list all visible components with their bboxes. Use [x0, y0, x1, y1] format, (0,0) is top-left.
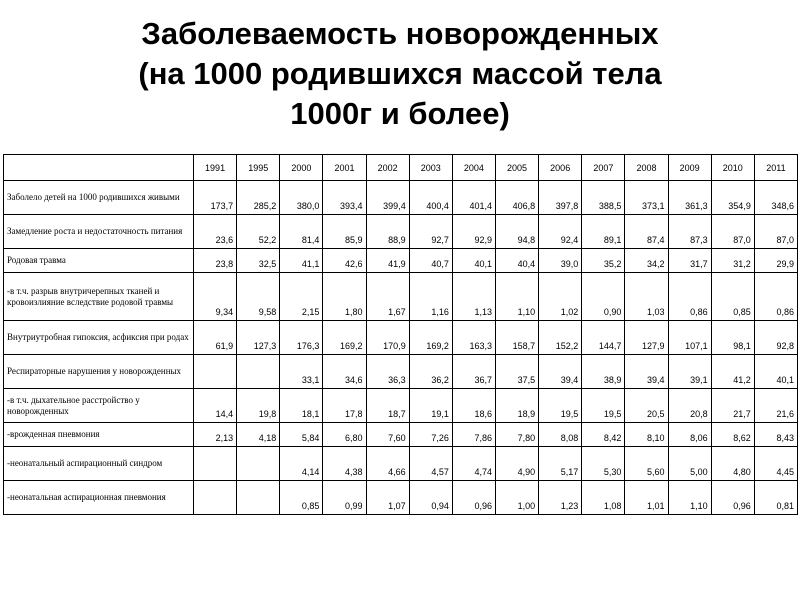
value-cell: 88,9 — [366, 215, 409, 249]
value-cell: 1,08 — [582, 481, 625, 515]
row-label: Внутриутробная гипоксия, асфиксия при родах — [4, 321, 194, 355]
value-cell: 400,4 — [409, 181, 452, 215]
year-header: 2010 — [711, 155, 754, 181]
value-cell: 14,4 — [194, 389, 237, 423]
value-cell: 1,01 — [625, 481, 668, 515]
value-cell: 21,7 — [711, 389, 754, 423]
value-cell — [194, 481, 237, 515]
value-cell: 169,2 — [409, 321, 452, 355]
year-header: 2009 — [668, 155, 711, 181]
year-header: 2002 — [366, 155, 409, 181]
value-cell — [194, 355, 237, 389]
value-cell: 4,80 — [711, 447, 754, 481]
value-cell: 92,9 — [452, 215, 495, 249]
value-cell: 4,66 — [366, 447, 409, 481]
value-cell: 39,0 — [539, 249, 582, 273]
value-cell: 393,4 — [323, 181, 366, 215]
value-cell — [194, 447, 237, 481]
value-cell: 8,62 — [711, 423, 754, 447]
year-header: 2006 — [539, 155, 582, 181]
table-row — [4, 447, 798, 481]
table-row — [4, 215, 798, 249]
value-cell: 4,38 — [323, 447, 366, 481]
value-cell: 36,2 — [409, 355, 452, 389]
value-cell: 1,00 — [495, 481, 538, 515]
row-label: Родовая травма — [4, 249, 194, 273]
value-cell: 89,1 — [582, 215, 625, 249]
value-cell: 401,4 — [452, 181, 495, 215]
value-cell: 6,80 — [323, 423, 366, 447]
value-cell: 0,85 — [711, 273, 754, 321]
value-cell: 285,2 — [237, 181, 280, 215]
table-header-row — [4, 155, 798, 181]
value-cell: 5,84 — [280, 423, 323, 447]
value-cell: 87,4 — [625, 215, 668, 249]
value-cell — [237, 481, 280, 515]
value-cell: 40,7 — [409, 249, 452, 273]
row-label: Заболело детей на 1000 родившихся живыми — [4, 181, 194, 215]
table-row — [4, 423, 798, 447]
table-row — [4, 389, 798, 423]
value-cell — [237, 447, 280, 481]
value-cell: 1,16 — [409, 273, 452, 321]
value-cell: 2,13 — [194, 423, 237, 447]
value-cell: 1,10 — [495, 273, 538, 321]
table-row — [4, 181, 798, 215]
value-cell: 152,2 — [539, 321, 582, 355]
value-cell: 40,1 — [452, 249, 495, 273]
value-cell: 98,1 — [711, 321, 754, 355]
row-label: -врожденная пневмония — [4, 423, 194, 447]
page-title — [0, 14, 800, 134]
value-cell: 8,08 — [539, 423, 582, 447]
year-header: 2003 — [409, 155, 452, 181]
value-cell: 38,9 — [582, 355, 625, 389]
value-cell: 4,74 — [452, 447, 495, 481]
value-cell: 4,18 — [237, 423, 280, 447]
value-cell: 7,60 — [366, 423, 409, 447]
value-cell: 0,90 — [582, 273, 625, 321]
value-cell: 18,9 — [495, 389, 538, 423]
value-cell: 81,4 — [280, 215, 323, 249]
year-header: 2004 — [452, 155, 495, 181]
value-cell: 8,06 — [668, 423, 711, 447]
value-cell: 0,81 — [754, 481, 797, 515]
year-header: 2001 — [323, 155, 366, 181]
value-cell: 92,8 — [754, 321, 797, 355]
value-cell: 4,57 — [409, 447, 452, 481]
value-cell: 34,6 — [323, 355, 366, 389]
value-cell: 7,26 — [409, 423, 452, 447]
value-cell: 19,1 — [409, 389, 452, 423]
value-cell: 19,8 — [237, 389, 280, 423]
value-cell: 397,8 — [539, 181, 582, 215]
value-cell: 144,7 — [582, 321, 625, 355]
row-label: -в т.ч. разрыв внутричерепных тканей и кровоизлияние вследствие родовой травмы — [4, 273, 194, 321]
value-cell: 41,9 — [366, 249, 409, 273]
value-cell: 1,10 — [668, 481, 711, 515]
title-line-3: 1000г и более) — [290, 96, 510, 131]
value-cell: 5,00 — [668, 447, 711, 481]
value-cell: 23,6 — [194, 215, 237, 249]
value-cell: 354,9 — [711, 181, 754, 215]
title-line-1: Заболеваемость новорожденных — [141, 16, 659, 51]
value-cell: 36,7 — [452, 355, 495, 389]
value-cell: 0,99 — [323, 481, 366, 515]
value-cell: 1,67 — [366, 273, 409, 321]
year-header: 1995 — [237, 155, 280, 181]
table-row — [4, 321, 798, 355]
value-cell: 169,2 — [323, 321, 366, 355]
morbidity-table — [3, 154, 798, 515]
value-cell — [237, 355, 280, 389]
value-cell: 94,8 — [495, 215, 538, 249]
value-cell: 4,90 — [495, 447, 538, 481]
value-cell: 19,5 — [539, 389, 582, 423]
row-label: -неонатальный аспирационный синдром — [4, 447, 194, 481]
value-cell: 20,8 — [668, 389, 711, 423]
value-cell: 1,23 — [539, 481, 582, 515]
value-cell: 170,9 — [366, 321, 409, 355]
row-label: -в т.ч. дыхательное расстройство у новорожденных — [4, 389, 194, 423]
value-cell: 85,9 — [323, 215, 366, 249]
year-header: 2007 — [582, 155, 625, 181]
row-label: -неонатальная аспирационная пневмония — [4, 481, 194, 515]
value-cell: 176,3 — [280, 321, 323, 355]
value-cell: 18,7 — [366, 389, 409, 423]
value-cell: 52,2 — [237, 215, 280, 249]
value-cell: 17,8 — [323, 389, 366, 423]
table-row — [4, 481, 798, 515]
value-cell: 1,07 — [366, 481, 409, 515]
value-cell: 107,1 — [668, 321, 711, 355]
value-cell: 8,42 — [582, 423, 625, 447]
value-cell: 20,5 — [625, 389, 668, 423]
value-cell: 348,6 — [754, 181, 797, 215]
year-header: 2000 — [280, 155, 323, 181]
value-cell: 29,9 — [754, 249, 797, 273]
value-cell: 1,03 — [625, 273, 668, 321]
table-row — [4, 249, 798, 273]
value-cell: 34,2 — [625, 249, 668, 273]
year-header: 1991 — [194, 155, 237, 181]
value-cell: 7,80 — [495, 423, 538, 447]
value-cell: 127,9 — [625, 321, 668, 355]
value-cell: 61,9 — [194, 321, 237, 355]
value-cell: 41,1 — [280, 249, 323, 273]
value-cell: 4,45 — [754, 447, 797, 481]
value-cell: 4,14 — [280, 447, 323, 481]
value-cell: 8,10 — [625, 423, 668, 447]
value-cell: 399,4 — [366, 181, 409, 215]
value-cell: 5,60 — [625, 447, 668, 481]
value-cell: 1,80 — [323, 273, 366, 321]
value-cell: 37,5 — [495, 355, 538, 389]
value-cell: 5,17 — [539, 447, 582, 481]
value-cell: 33,1 — [280, 355, 323, 389]
value-cell: 8,43 — [754, 423, 797, 447]
title-line-2: (на 1000 родившихся массой тела — [138, 56, 662, 91]
value-cell: 380,0 — [280, 181, 323, 215]
value-cell: 18,1 — [280, 389, 323, 423]
row-label: Замедление роста и недостаточность питания — [4, 215, 194, 249]
row-label: Респираторные нарушения у новорожденных — [4, 355, 194, 389]
value-cell: 373,1 — [625, 181, 668, 215]
value-cell: 0,86 — [754, 273, 797, 321]
value-cell: 39,4 — [625, 355, 668, 389]
value-cell: 361,3 — [668, 181, 711, 215]
value-cell: 23,8 — [194, 249, 237, 273]
value-cell: 388,5 — [582, 181, 625, 215]
value-cell: 0,96 — [452, 481, 495, 515]
year-header: 2005 — [495, 155, 538, 181]
value-cell: 19,5 — [582, 389, 625, 423]
value-cell: 35,2 — [582, 249, 625, 273]
value-cell: 41,2 — [711, 355, 754, 389]
value-cell: 7,86 — [452, 423, 495, 447]
year-header: 2011 — [754, 155, 797, 181]
value-cell: 39,4 — [539, 355, 582, 389]
value-cell: 0,85 — [280, 481, 323, 515]
corner-cell — [4, 155, 194, 181]
value-cell: 18,6 — [452, 389, 495, 423]
table-row — [4, 355, 798, 389]
value-cell: 40,1 — [754, 355, 797, 389]
value-cell: 173,7 — [194, 181, 237, 215]
value-cell: 0,86 — [668, 273, 711, 321]
value-cell: 40,4 — [495, 249, 538, 273]
value-cell: 31,2 — [711, 249, 754, 273]
value-cell: 9,34 — [194, 273, 237, 321]
value-cell: 87,0 — [711, 215, 754, 249]
value-cell: 39,1 — [668, 355, 711, 389]
value-cell: 127,3 — [237, 321, 280, 355]
value-cell: 31,7 — [668, 249, 711, 273]
value-cell: 42,6 — [323, 249, 366, 273]
value-cell: 158,7 — [495, 321, 538, 355]
table-row — [4, 273, 798, 321]
value-cell: 32,5 — [237, 249, 280, 273]
value-cell: 2,15 — [280, 273, 323, 321]
value-cell: 5,30 — [582, 447, 625, 481]
value-cell: 406,8 — [495, 181, 538, 215]
value-cell: 0,94 — [409, 481, 452, 515]
value-cell: 87,0 — [754, 215, 797, 249]
value-cell: 21,6 — [754, 389, 797, 423]
value-cell: 87,3 — [668, 215, 711, 249]
year-header: 2008 — [625, 155, 668, 181]
value-cell: 92,4 — [539, 215, 582, 249]
value-cell: 1,13 — [452, 273, 495, 321]
value-cell: 9,58 — [237, 273, 280, 321]
value-cell: 0,96 — [711, 481, 754, 515]
value-cell: 36,3 — [366, 355, 409, 389]
value-cell: 92,7 — [409, 215, 452, 249]
value-cell: 1,02 — [539, 273, 582, 321]
value-cell: 163,3 — [452, 321, 495, 355]
